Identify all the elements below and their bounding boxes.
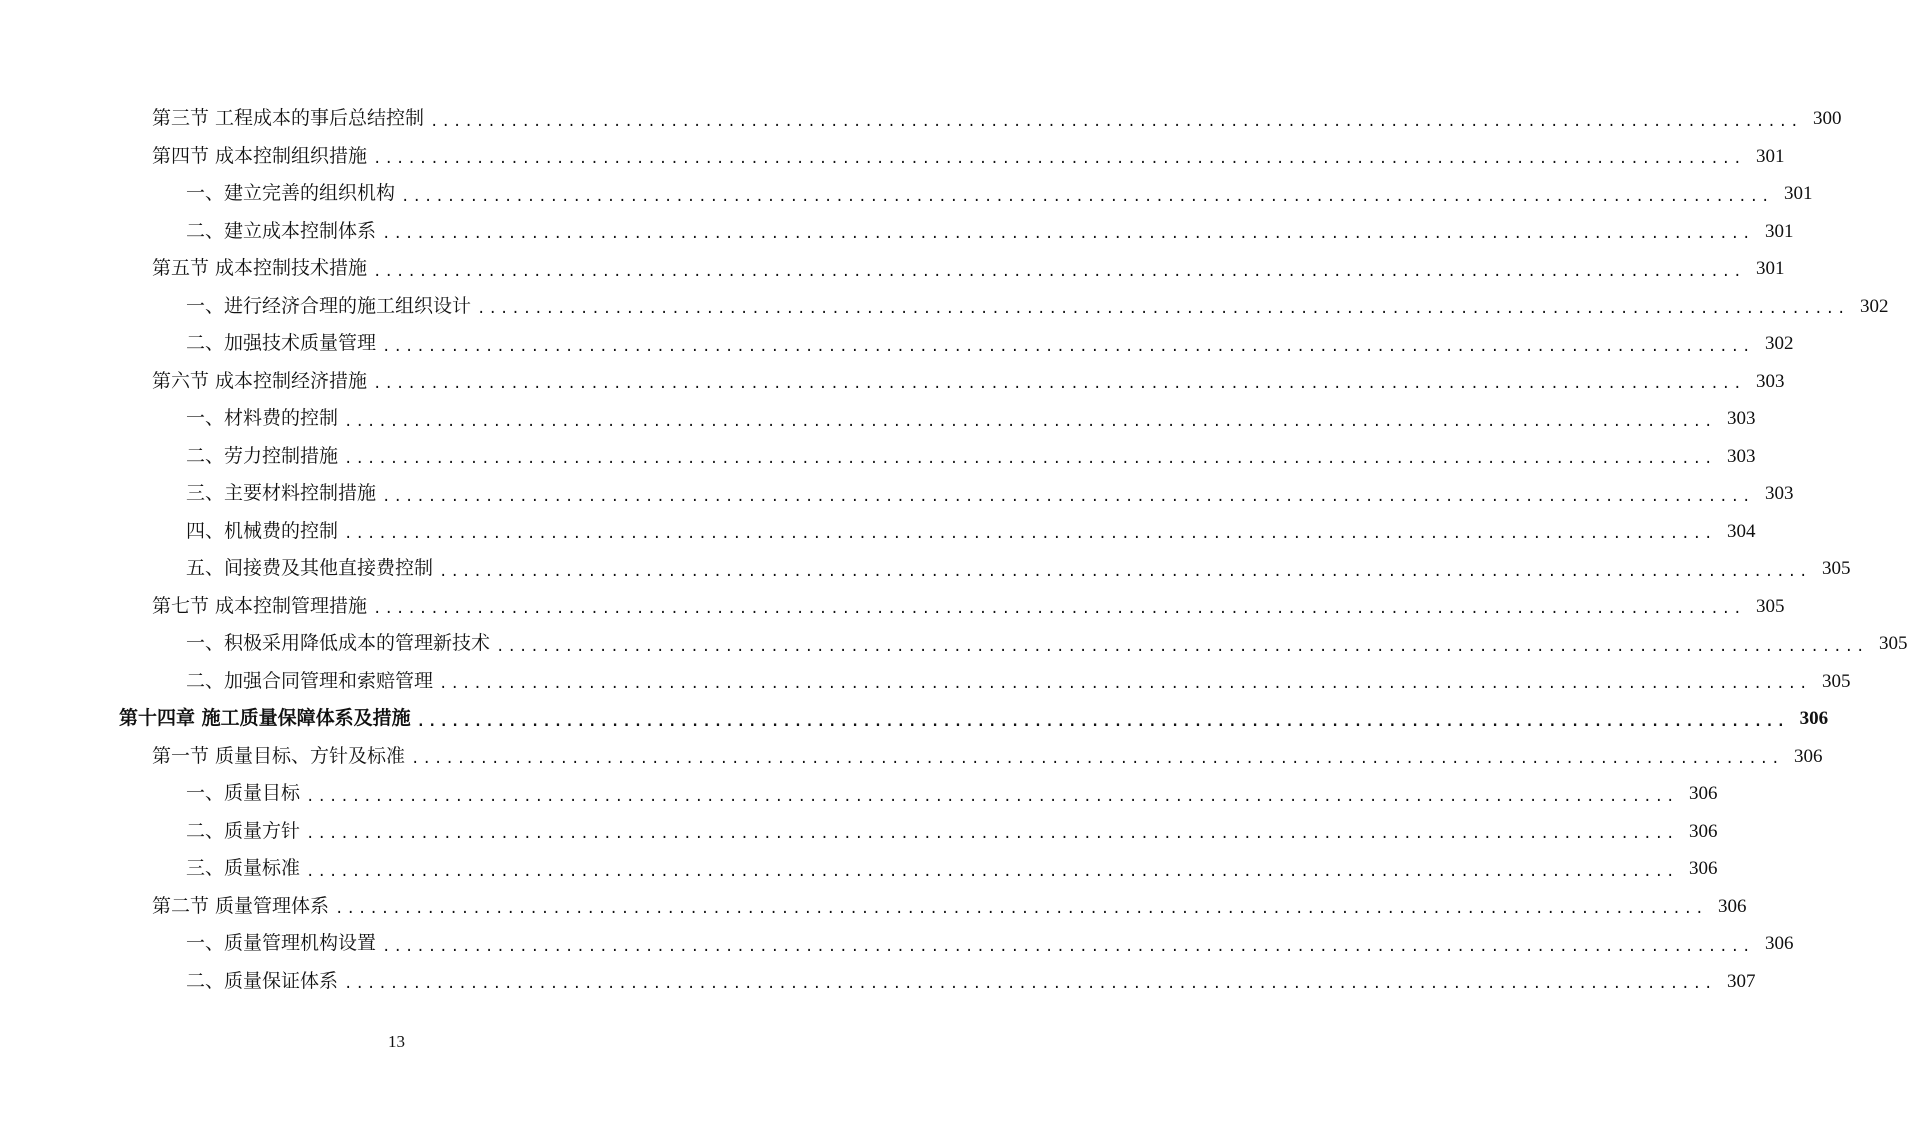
toc-entry-title: 三、质量标准 [186, 857, 301, 880]
toc-entry-title: 第十四章 施工质量保障体系及措施 [119, 707, 411, 730]
dot-leader: ........................................................................................................................ [306, 788, 1678, 805]
toc-entry-page: 300 [1813, 108, 1842, 130]
toc-entry-title: 二、加强合同管理和索赔管理 [186, 669, 434, 692]
toc-entry-page: 305 [1821, 558, 1851, 580]
page-number: 13 [388, 1032, 405, 1051]
dot-leader: ........................................................................................................................ [373, 263, 1745, 280]
toc-entry-page: 306 [1718, 895, 1747, 917]
toc-entry-title: 二、质量保证体系 [186, 969, 339, 992]
toc-entry[interactable] [0, 625, 1907, 663]
toc-entry-page: 307 [1726, 970, 1756, 992]
toc-entry-page: 301 [1783, 183, 1813, 205]
toc-entry-title: 二、质量方针 [186, 819, 301, 842]
toc-entry[interactable] [0, 963, 1756, 1001]
toc-entry[interactable] [0, 550, 1851, 588]
toc-entry[interactable] [0, 213, 1794, 251]
toc-entry-title: 第三节 工程成本的事后总结控制 [152, 107, 425, 130]
toc-entry-page: 306 [1799, 708, 1829, 730]
toc-entry[interactable] [0, 138, 1785, 176]
toc-entry-page: 306 [1688, 820, 1718, 842]
toc-entry-title: 四、机械费的控制 [186, 519, 339, 542]
toc-entry-page: 306 [1764, 933, 1794, 955]
dot-leader: ........................................................................................................................ [344, 413, 1716, 430]
toc-entry-page: 303 [1756, 370, 1785, 392]
toc-entry-title: 一、质量管理机构设置 [186, 932, 377, 955]
toc-entry[interactable] [0, 325, 1794, 363]
toc-entry[interactable] [0, 588, 1785, 626]
toc-entry[interactable] [0, 288, 1889, 326]
toc-entry-page: 301 [1756, 145, 1785, 167]
toc-entry[interactable] [0, 775, 1718, 813]
toc-entry-title: 第七节 成本控制管理措施 [152, 594, 368, 617]
toc-entry-title: 第五节 成本控制技术措施 [152, 257, 368, 280]
toc-entry[interactable] [0, 250, 1785, 288]
dot-leader: ........................................................................................................................ [373, 376, 1745, 393]
dot-leader: ........................................................................................................................ [477, 301, 1849, 318]
toc-entry-title: 二、建立成本控制体系 [186, 219, 377, 242]
toc-entry-page: 305 [1821, 670, 1851, 692]
toc-entry-page: 303 [1764, 483, 1794, 505]
dot-leader: ........................................................................................................................ [439, 563, 1811, 580]
dot-leader: ........................................................................................................................ [382, 938, 1754, 955]
table-of-contents [0, 100, 1907, 1000]
toc-entry-page: 305 [1878, 633, 1907, 655]
toc-entry-title: 第六节 成本控制经济措施 [152, 369, 368, 392]
toc-entry-page: 301 [1756, 258, 1785, 280]
dot-leader: ........................................................................................................................ [496, 638, 1868, 655]
toc-entry-page: 303 [1726, 408, 1756, 430]
toc-entry[interactable] [0, 100, 1842, 138]
dot-leader: ........................................................................................................................ [401, 188, 1773, 205]
dot-leader: ........................................................................................................................ [344, 976, 1716, 993]
dot-leader: ........................................................................................................................ [335, 901, 1707, 918]
toc-entry-page: 304 [1726, 520, 1756, 542]
toc-entry-title: 第二节 质量管理体系 [152, 894, 330, 917]
dot-leader: ........................................................................................................................ [382, 488, 1754, 505]
dot-leader: ........................................................................................................................ [430, 113, 1802, 130]
dot-leader: ........................................................................................................................ [344, 451, 1716, 468]
toc-entry[interactable] [0, 925, 1794, 963]
toc-entry-title: 第四节 成本控制组织措施 [152, 144, 368, 167]
toc-entry[interactable] [0, 813, 1718, 851]
toc-entry-page: 303 [1726, 445, 1756, 467]
toc-entry[interactable] [0, 738, 1823, 776]
toc-entry[interactable] [0, 400, 1756, 438]
toc-entry-page: 305 [1756, 595, 1785, 617]
dot-leader: ........................................................................................................................ [382, 338, 1754, 355]
toc-entry-page: 306 [1794, 745, 1823, 767]
toc-entry-title: 五、间接费及其他直接费控制 [186, 557, 434, 580]
toc-entry-page: 306 [1688, 783, 1718, 805]
toc-entry-title: 二、劳力控制措施 [186, 444, 339, 467]
dot-leader: ........................................................................................................................ [306, 863, 1678, 880]
toc-entry[interactable] [0, 700, 1829, 738]
toc-entry-title: 三、主要材料控制措施 [186, 482, 377, 505]
toc-entry[interactable] [0, 513, 1756, 551]
toc-entry-title: 一、积极采用降低成本的管理新技术 [186, 632, 491, 655]
toc-entry[interactable] [0, 663, 1851, 701]
dot-leader: ........................................................................................................................ [439, 676, 1811, 693]
dot-leader: ........................................................................................................................ [411, 751, 1783, 768]
toc-entry-title: 二、加强技术质量管理 [186, 332, 377, 355]
toc-entry-page: 306 [1688, 858, 1718, 880]
toc-entry[interactable] [0, 438, 1756, 476]
toc-entry[interactable] [0, 363, 1785, 401]
toc-entry-title: 一、进行经济合理的施工组织设计 [186, 294, 472, 317]
dot-leader: ........................................................................................................................ [344, 526, 1716, 543]
toc-entry[interactable] [0, 850, 1718, 888]
dot-leader: ........................................................................................................................ [382, 226, 1754, 243]
dot-leader: ........................................................................................................................ [306, 826, 1678, 843]
dot-leader: ........................................................................................................................ [373, 601, 1745, 618]
toc-entry-title: 一、质量目标 [186, 782, 301, 805]
toc-entry-title: 一、材料费的控制 [186, 407, 339, 430]
toc-entry-page: 302 [1859, 295, 1889, 317]
toc-entry-title: 一、建立完善的组织机构 [186, 182, 396, 205]
toc-entry[interactable] [0, 888, 1747, 926]
toc-entry-page: 301 [1764, 220, 1794, 242]
toc-entry[interactable] [0, 475, 1794, 513]
toc-entry-title: 第一节 质量目标、方针及标准 [152, 744, 406, 767]
dot-leader: ........................................................................................................................ [373, 151, 1745, 168]
toc-entry[interactable] [0, 175, 1813, 213]
dot-leader: ........................................................................................................................ [416, 713, 1789, 730]
toc-entry-page: 302 [1764, 333, 1794, 355]
